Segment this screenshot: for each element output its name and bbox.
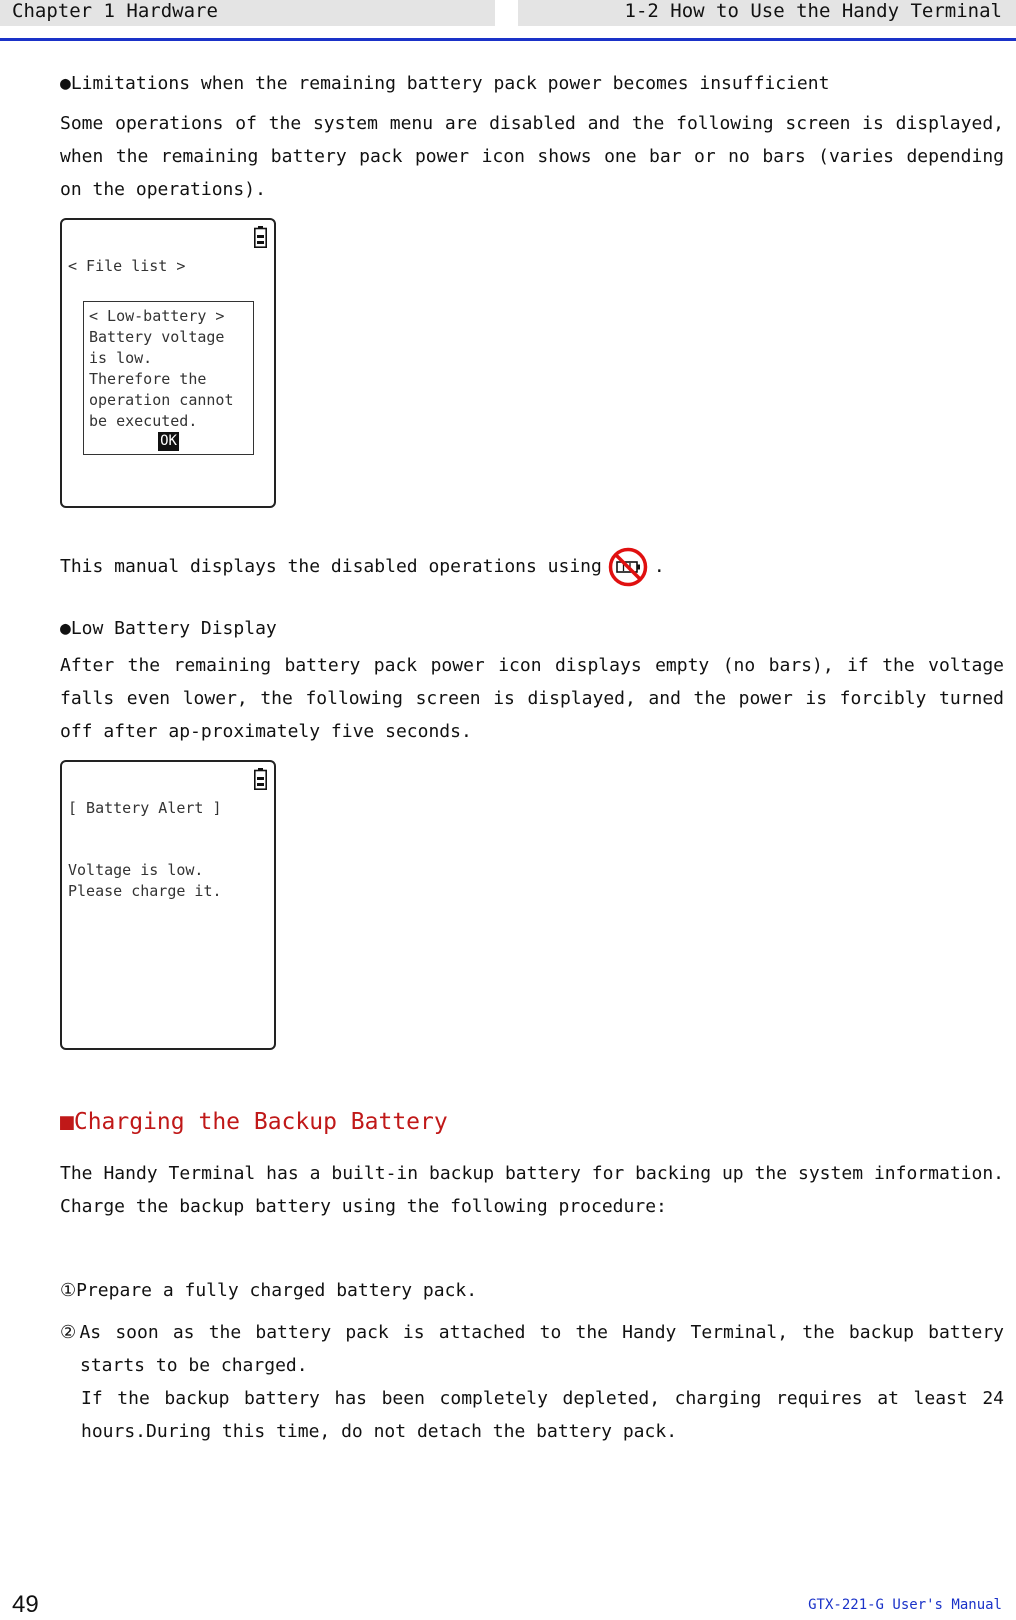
backup-battery-heading: ■Charging the Backup Battery [60, 1109, 448, 1135]
disabled-note [60, 547, 1004, 587]
battery-alert-screen [60, 760, 276, 1050]
disabled-note-text: This manual displays the disabled operations using [60, 556, 602, 577]
alert-message: Voltage is low. Please charge it. [68, 861, 222, 900]
limitations-body: Some operations of the system menu are disabled and the following screen is displayed, when the remaining battery pack power icon shows one bar or no bars (varies depending on the operations). [60, 113, 1004, 200]
manual-title: GTX-221-G User's Manual [808, 1597, 1002, 1613]
page-header [0, 0, 1016, 41]
dialog-message: < Low-battery > Battery voltage is low. Therefore the operation cannot be executed. [89, 307, 234, 430]
battery-icon [254, 768, 267, 790]
limitations-heading: ●Limitations when the remaining battery pack power becomes insufficient [60, 73, 830, 94]
screen-title: [ Battery Alert ] [68, 799, 222, 817]
disabled-note-period: . [653, 556, 665, 577]
section-title: 1-2 How to Use the Handy Terminal [518, 0, 1016, 26]
step-2: ②As soon as the battery pack is attached to the Handy Terminal, the backup battery starts to be charged. [60, 1322, 1004, 1376]
file-list-screen [60, 218, 276, 508]
battery-icon [254, 226, 267, 248]
low-battery-dialog [83, 301, 254, 455]
backup-battery-body: The Handy Terminal has a built-in backup battery for backing up the system information. Charge the backup battery using the following procedure: [60, 1163, 1004, 1217]
step-2-note: If the backup battery has been completely depleted, charging requires at least 24 hours.During this time, do not detach the battery pack. [81, 1388, 1004, 1442]
low-battery-heading: ●Low Battery Display [60, 618, 277, 639]
step-1: ①Prepare a fully charged battery pack. [60, 1280, 478, 1301]
page-number: 49 [12, 1591, 39, 1618]
screen-title: < File list > [68, 257, 186, 275]
battery-prohibited-icon [608, 547, 648, 587]
chapter-title: Chapter 1 Hardware [0, 0, 495, 26]
ok-button[interactable]: OK [158, 432, 179, 451]
low-battery-body: After the remaining battery pack power icon displays empty (no bars), if the voltage falls even lower, the following screen is displayed, and the power is forcibly turned off after ap-proximately five seconds. [60, 655, 1004, 742]
